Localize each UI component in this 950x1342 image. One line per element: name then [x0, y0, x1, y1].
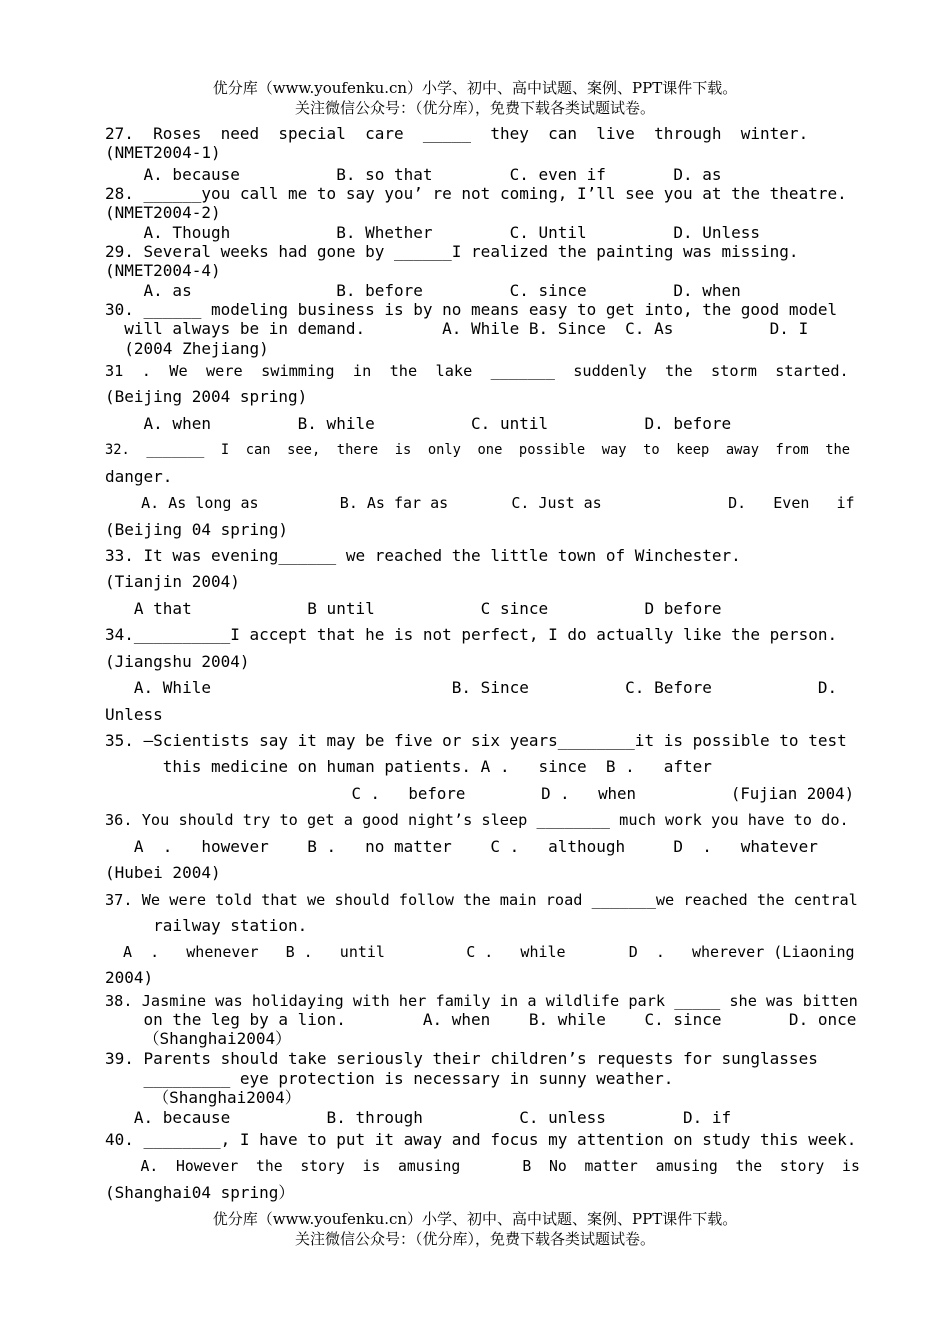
question-27-options: A. because B. so that C. even if D. as: [105, 165, 722, 184]
question-33-line: 33. It was evening______ we reached the little town of Winchester.: [105, 546, 741, 565]
question-39-line: 39. Parents should take seriously their children’s requests for sunglasses: [105, 1049, 818, 1068]
question-37-line: 37. We were told that we should follow the main road _______we reached the central: [105, 891, 858, 909]
question-34-options-2: Unless: [105, 705, 163, 724]
question-31-line: 31 . We were swimming in the lake _______ suddenly the storm started.: [105, 362, 849, 380]
question-28-source: (NMET2004-2): [105, 203, 221, 222]
question-31-source: (Beijing 2004 spring): [105, 387, 308, 406]
question-32-options: A. As long as B. As far as C. Just as D. Even if: [105, 494, 855, 512]
question-32-line: 32. _______ I can see, there is only one possible way to keep away from the: [105, 442, 851, 458]
question-30-options: will always be in demand. A. While B. Since C. As D. I: [105, 319, 809, 338]
question-35-line-2: this medicine on human patients. A . since B . after: [105, 757, 712, 776]
question-27-source: (NMET2004-1): [105, 143, 221, 162]
question-38-source: （Shanghai2004）: [105, 1029, 292, 1048]
question-38-options: on the leg by a lion. A. when B. while C. since D. once: [105, 1010, 857, 1029]
question-36-source: (Hubei 2004): [105, 863, 221, 882]
question-40-line: 40. ________, I have to put it away and focus my attention on study this week.: [105, 1130, 857, 1149]
question-33-options: A that B until C since D before: [105, 599, 722, 618]
question-35-line: 35. —Scientists say it may be five or six years________it is possible to test: [105, 731, 847, 750]
question-28-line: 28. ______you call me to say you’ re not coming, I’ll see you at the theatre.: [105, 184, 847, 203]
question-28-options: A. Though B. Whether C. Until D. Unless: [105, 223, 761, 242]
footer-line-2: 关注微信公众号：（优分库），免费下载各类试题试卷。: [294, 1230, 655, 1248]
question-29-options: A. as B. before C. since D. when: [105, 281, 741, 300]
question-38-line: 38. Jasmine was holidaying with her family in a wildlife park _____ she was bitten: [105, 992, 858, 1010]
question-32-line-2: danger.: [105, 467, 173, 486]
question-34-options: A. While B. Since C. Before D.: [105, 678, 838, 697]
question-37-options: A . whenever B . until C . while D . wherever (Liaoning: [105, 943, 855, 961]
question-27-line: 27. Roses need special care _____ they can live through winter.: [105, 124, 809, 143]
question-36-options: A . however B . no matter C . although D . whatever: [105, 837, 818, 856]
question-33-source: (Tianjin 2004): [105, 572, 240, 591]
question-29-line: 29. Several weeks had gone by ______I realized the painting was missing.: [105, 242, 799, 261]
question-34-line: 34.__________I accept that he is not perfect, I do actually like the person.: [105, 625, 838, 644]
footer-line-1: 优分库（www.youfenku.cn）小学、初中、高中试题、案例、PPT课件下载。: [212, 1210, 738, 1228]
question-37-source: 2004): [105, 968, 154, 987]
question-34-source: (Jiangshu 2004): [105, 652, 250, 671]
question-35-options: C . before D . when (Fujian 2004): [105, 784, 855, 803]
question-31-options: A. when B. while C. until D. before: [105, 414, 732, 433]
question-30-source: (2004 Zhejiang): [105, 339, 269, 358]
header-line-2: 关注微信公众号：（优分库），免费下载各类试题试卷。: [294, 99, 655, 117]
question-39-line-2: _________ eye protection is necessary in sunny weather.: [105, 1069, 674, 1088]
question-39-options: A. because B. through C. unless D. if: [105, 1108, 732, 1127]
question-40-source: (Shanghai04 spring）: [105, 1183, 295, 1202]
question-37-line-2: railway station.: [105, 916, 308, 935]
question-32-source: (Beijing 04 spring): [105, 520, 289, 539]
header-line-1: 优分库（www.youfenku.cn）小学、初中、高中试题、案例、PPT课件下载。: [212, 79, 738, 97]
question-30-line: 30. ______ modeling business is by no means easy to get into, the good model: [105, 300, 838, 319]
question-29-source: (NMET2004-4): [105, 261, 221, 280]
question-40-options: A. However the story is amusing B No matter amusing the story is: [105, 1158, 860, 1175]
question-36-line: 36. You should try to get a good night’s sleep ________ much work you have to do.: [105, 811, 849, 829]
question-39-source: （Shanghai2004）: [105, 1088, 301, 1107]
